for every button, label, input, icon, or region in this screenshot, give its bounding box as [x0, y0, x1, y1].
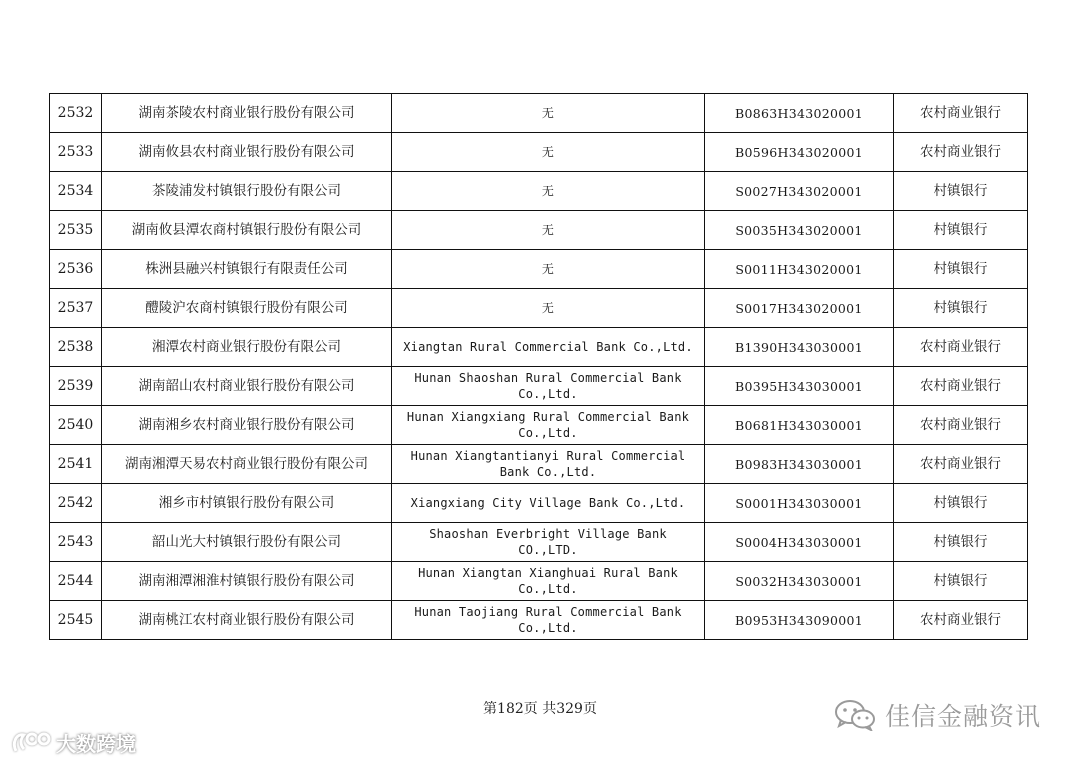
logo-icon — [10, 729, 52, 755]
watermark-right-text: 佳信金融资讯 — [885, 702, 1042, 731]
table-body — [50, 94, 1028, 640]
row-number-cell: 2534 — [50, 172, 102, 211]
row-number-cell: 2541 — [50, 445, 102, 484]
table-row — [50, 328, 1028, 367]
table-row — [50, 601, 1028, 640]
institution-code-cell: S0017H343020001 — [705, 289, 894, 328]
row-number-cell: 2545 — [50, 601, 102, 640]
english-name-cell: Hunan Xiangtantianyi Rural Commercial Bank Co.,Ltd. — [392, 445, 705, 484]
bank-type-cell: 农村商业银行 — [894, 94, 1028, 133]
bank-type-cell: 农村商业银行 — [894, 367, 1028, 406]
watermark-right — [833, 698, 1041, 732]
table-row — [50, 94, 1028, 133]
english-name-cell: Xiangtan Rural Commercial Bank Co.,Ltd. — [392, 328, 705, 367]
institution-code-cell: S0004H343030001 — [705, 523, 894, 562]
table-row — [50, 562, 1028, 601]
institution-code-cell: B0681H343030001 — [705, 406, 894, 445]
bank-name-cell: 湖南攸县农村商业银行股份有限公司 — [102, 133, 392, 172]
institution-code-cell: B0596H343020001 — [705, 133, 894, 172]
bank-name-cell: 醴陵沪农商村镇银行股份有限公司 — [102, 289, 392, 328]
institution-code-cell: S0027H343020001 — [705, 172, 894, 211]
english-name-cell: 无 — [392, 211, 705, 250]
table-row — [50, 445, 1028, 484]
table-row — [50, 484, 1028, 523]
bank-type-cell: 农村商业银行 — [894, 406, 1028, 445]
english-name-cell: 无 — [392, 289, 705, 328]
bank-type-cell: 村镇银行 — [894, 211, 1028, 250]
row-number-cell: 2542 — [50, 484, 102, 523]
row-number-cell: 2540 — [50, 406, 102, 445]
row-number-cell: 2535 — [50, 211, 102, 250]
bank-name-cell: 株洲县融兴村镇银行有限责任公司 — [102, 250, 392, 289]
institution-code-cell: S0035H343020001 — [705, 211, 894, 250]
english-name-cell: Hunan Xiangtan Xianghuai Rural Bank Co.,Ltd. — [392, 562, 705, 601]
bank-type-cell: 农村商业银行 — [894, 133, 1028, 172]
table-row — [50, 172, 1028, 211]
bank-name-cell: 韶山光大村镇银行股份有限公司 — [102, 523, 392, 562]
bank-type-cell: 村镇银行 — [894, 523, 1028, 562]
bank-type-cell: 村镇银行 — [894, 484, 1028, 523]
table-row — [50, 523, 1028, 562]
bank-name-cell: 湖南湘潭天易农村商业银行股份有限公司 — [102, 445, 392, 484]
institution-code-cell: B1390H343030001 — [705, 328, 894, 367]
english-name-cell: 无 — [392, 94, 705, 133]
institution-code-cell: B0863H343020001 — [705, 94, 894, 133]
wechat-icon — [833, 699, 877, 731]
institution-code-cell: B0983H343030001 — [705, 445, 894, 484]
bank-type-cell: 农村商业银行 — [894, 601, 1028, 640]
bank-name-cell: 湘乡市村镇银行股份有限公司 — [102, 484, 392, 523]
row-number-cell: 2544 — [50, 562, 102, 601]
bank-type-cell: 村镇银行 — [894, 172, 1028, 211]
row-number-cell: 2539 — [50, 367, 102, 406]
row-number-cell: 2532 — [50, 94, 102, 133]
table-row — [50, 289, 1028, 328]
bank-type-cell: 村镇银行 — [894, 250, 1028, 289]
row-number-cell: 2538 — [50, 328, 102, 367]
watermark-left — [10, 727, 136, 757]
row-number-cell: 2533 — [50, 133, 102, 172]
institution-code-cell: B0953H343090001 — [705, 601, 894, 640]
bank-name-cell: 湖南韶山农村商业银行股份有限公司 — [102, 367, 392, 406]
bank-list-table — [49, 93, 1028, 640]
row-number-cell: 2537 — [50, 289, 102, 328]
institution-code-cell: S0032H343030001 — [705, 562, 894, 601]
bank-name-cell: 湖南桃江农村商业银行股份有限公司 — [102, 601, 392, 640]
table-row — [50, 250, 1028, 289]
bank-name-cell: 湘潭农村商业银行股份有限公司 — [102, 328, 392, 367]
page-number: 第182页 共329页 — [483, 701, 597, 717]
bank-type-cell: 农村商业银行 — [894, 328, 1028, 367]
english-name-cell: Shaoshan Everbright Village Bank CO.,LTD. — [392, 523, 705, 562]
english-name-cell: 无 — [392, 133, 705, 172]
row-number-cell: 2536 — [50, 250, 102, 289]
watermark-left-text: 大数跨境 — [56, 731, 136, 756]
bank-name-cell: 湖南湘潭湘淮村镇银行股份有限公司 — [102, 562, 392, 601]
bank-type-cell: 村镇银行 — [894, 289, 1028, 328]
table-row — [50, 406, 1028, 445]
row-number-cell: 2543 — [50, 523, 102, 562]
institution-code-cell: S0001H343030001 — [705, 484, 894, 523]
bank-name-cell: 湖南攸县潭农商村镇银行股份有限公司 — [102, 211, 392, 250]
bank-type-cell: 农村商业银行 — [894, 445, 1028, 484]
table-row — [50, 133, 1028, 172]
bank-name-cell: 湖南湘乡农村商业银行股份有限公司 — [102, 406, 392, 445]
table-row — [50, 367, 1028, 406]
english-name-cell: Hunan Shaoshan Rural Commercial Bank Co.,Ltd. — [392, 367, 705, 406]
table-row — [50, 211, 1028, 250]
institution-code-cell: S0011H343020001 — [705, 250, 894, 289]
english-name-cell: Xiangxiang City Village Bank Co.,Ltd. — [392, 484, 705, 523]
english-name-cell: Hunan Xiangxiang Rural Commercial Bank Co.,Ltd. — [392, 406, 705, 445]
english-name-cell: Hunan Taojiang Rural Commercial Bank Co.,Ltd. — [392, 601, 705, 640]
english-name-cell: 无 — [392, 172, 705, 211]
institution-code-cell: B0395H343030001 — [705, 367, 894, 406]
bank-type-cell: 村镇银行 — [894, 562, 1028, 601]
bank-name-cell: 茶陵浦发村镇银行股份有限公司 — [102, 172, 392, 211]
bank-name-cell: 湖南茶陵农村商业银行股份有限公司 — [102, 94, 392, 133]
english-name-cell: 无 — [392, 250, 705, 289]
